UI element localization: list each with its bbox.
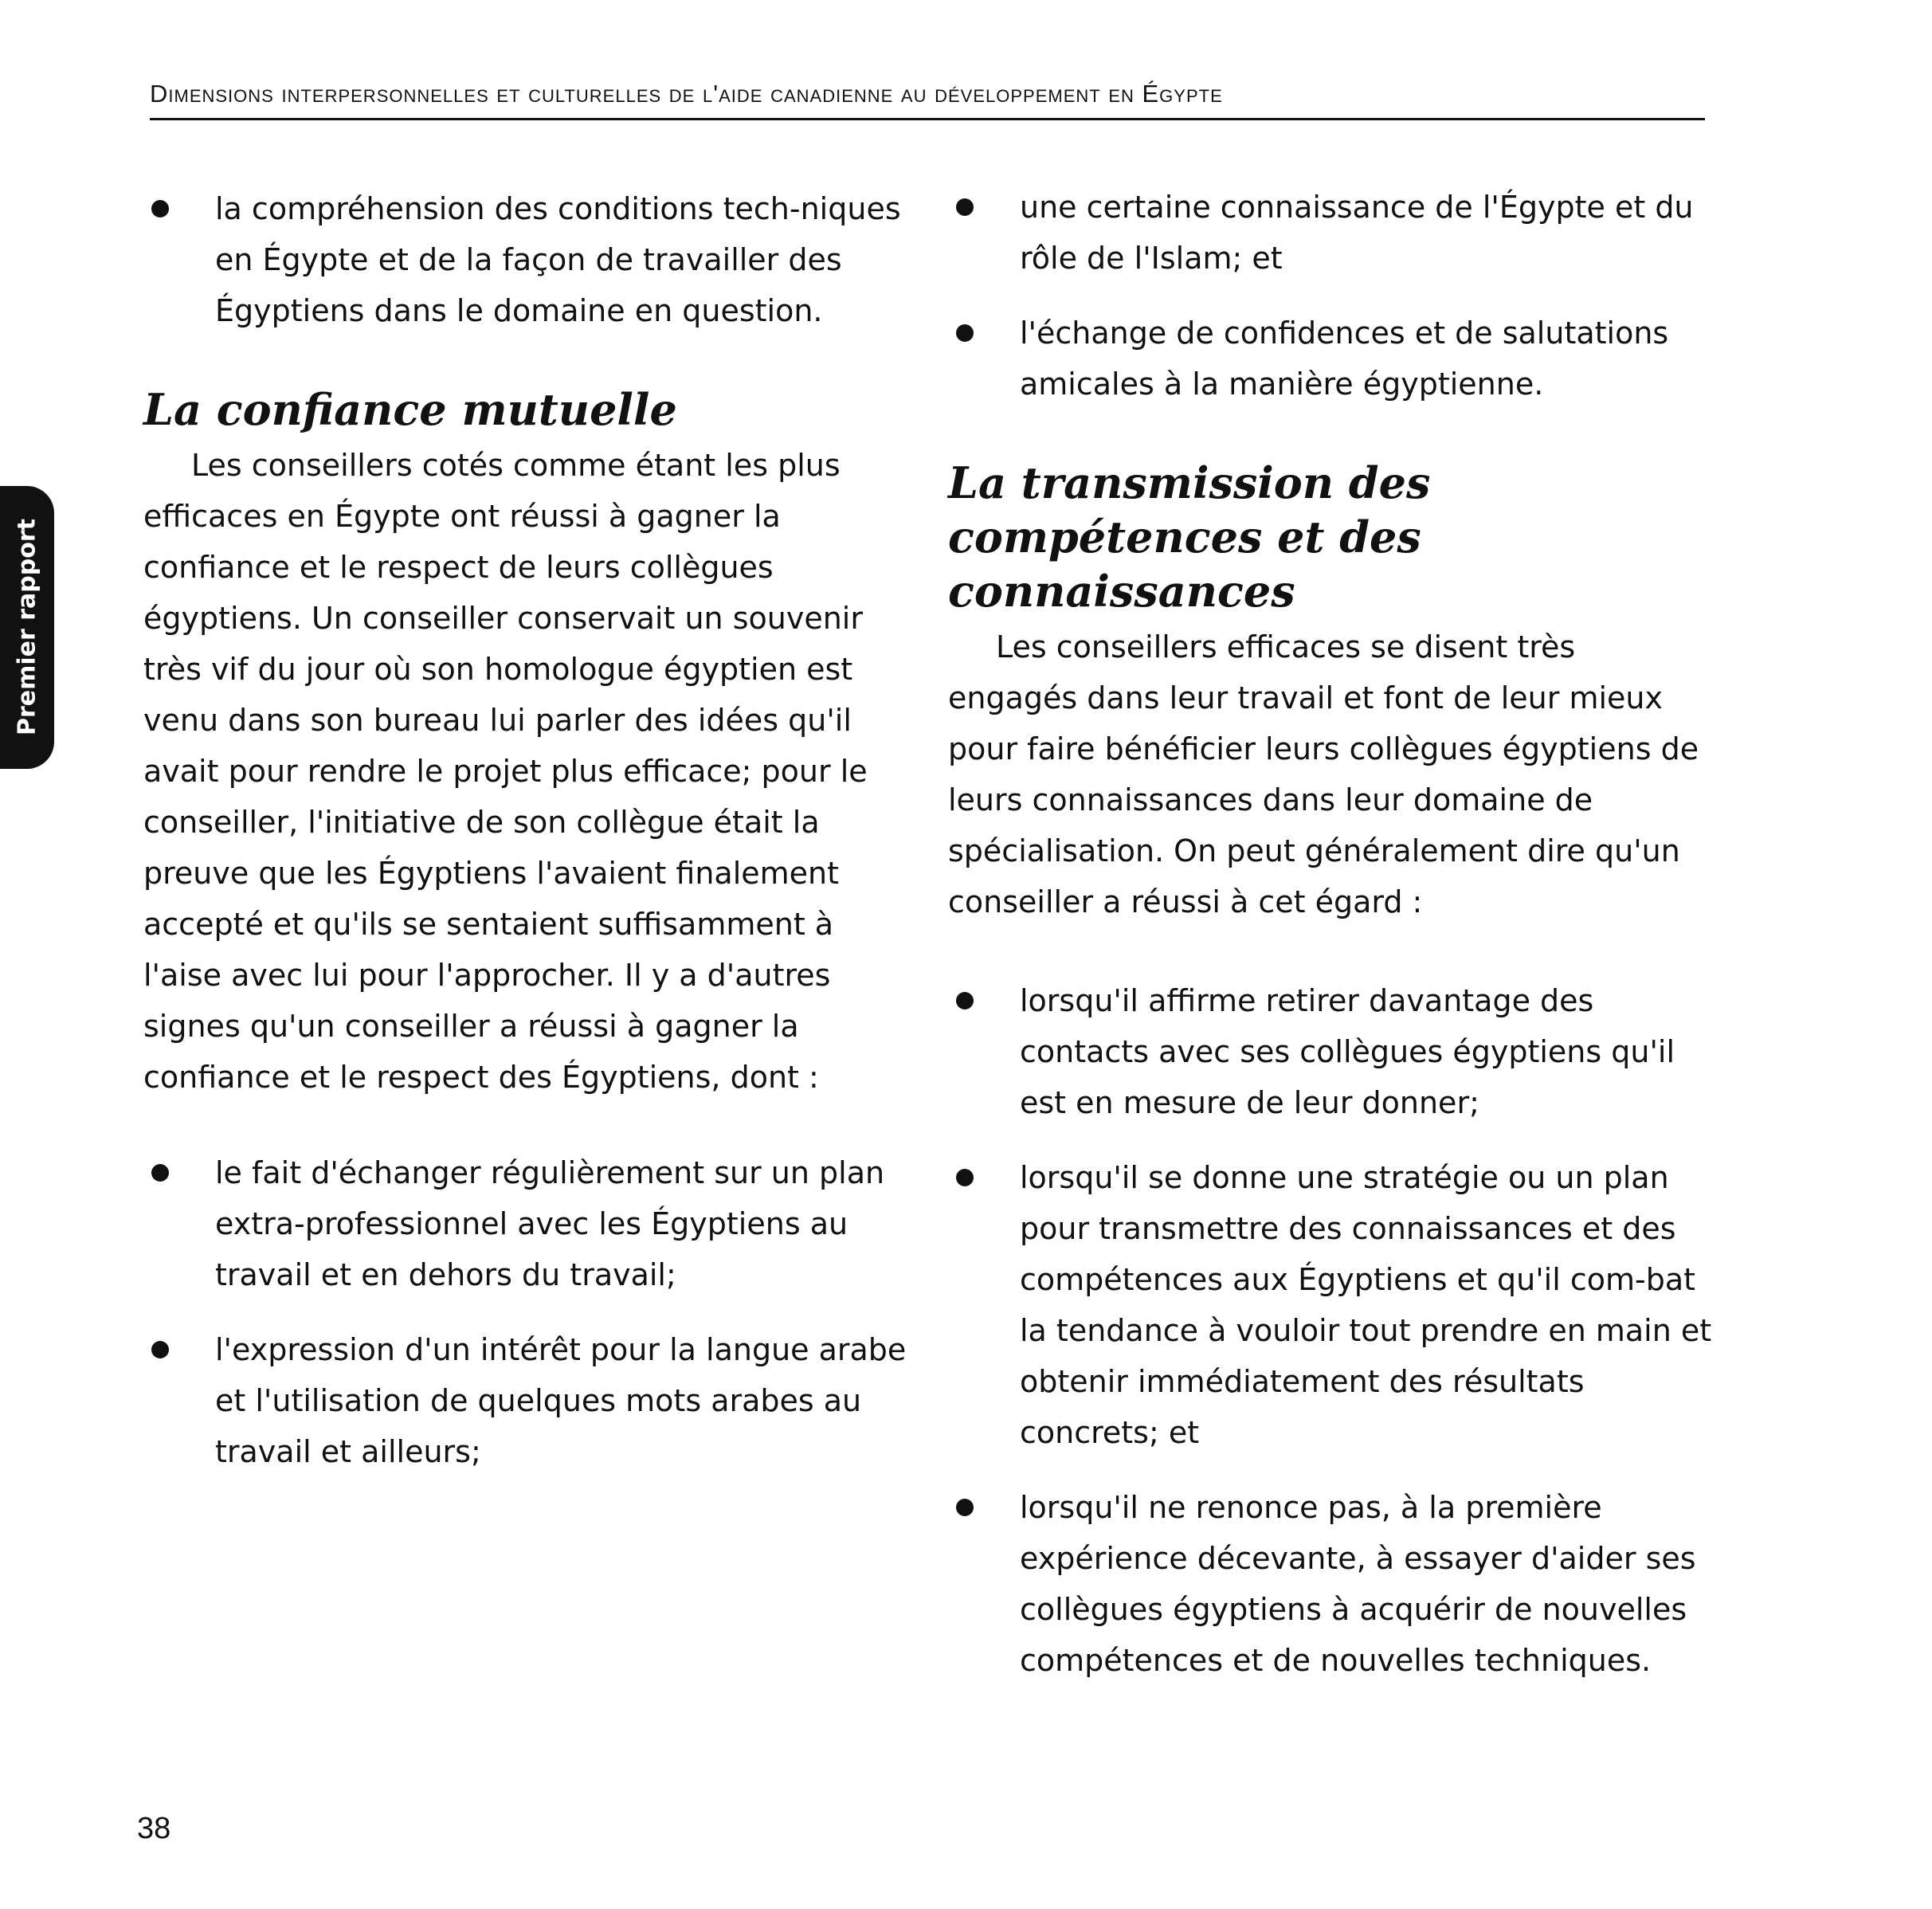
list-item: l'expression d'un intérêt pour la langue arabe et l'utilisation de quelques mots arabes au travail et ailleurs; bbox=[143, 1324, 908, 1477]
section-title-line-2: compétences et des connaissances bbox=[948, 512, 1421, 617]
side-tab bbox=[0, 486, 54, 769]
bullet-icon bbox=[956, 1499, 974, 1516]
bullet-icon bbox=[151, 1164, 169, 1182]
bullet-icon bbox=[151, 200, 169, 218]
list-item: lorsqu'il affirme retirer davantage des contacts avec ses collègues égyptiens qu'il est en mesure de leur donner; bbox=[948, 975, 1713, 1128]
header-rule bbox=[150, 118, 1705, 120]
side-tab-label: Premier rapport bbox=[13, 519, 41, 735]
section-title-line-1: La transmission des bbox=[948, 457, 1431, 508]
list-item: lorsqu'il ne renonce pas, à la première expérience décevante, à essayer d'aider ses collègues égyptiens à acquérir de nouvelles compétences et de nouvelles techniques. bbox=[948, 1482, 1713, 1686]
left-intro-bullets bbox=[143, 183, 908, 336]
list-item: le fait d'échanger régulièrement sur un plan extra-professionnel avec les Égyptiens au travail et en dehors du travail; bbox=[143, 1147, 908, 1300]
list-item: l'échange de confidences et de salutations amicales à la manière égyptienne. bbox=[948, 308, 1713, 410]
bullet-icon bbox=[956, 198, 974, 216]
running-header: Dimensions interpersonnelles et culturelles de l'aide canadienne au développement en Égypte bbox=[150, 80, 1223, 108]
right-bullets bbox=[948, 975, 1713, 1686]
bullet-icon bbox=[956, 1169, 974, 1186]
right-column bbox=[948, 182, 1713, 1686]
paragraph-transmission: Les conseillers efficaces se disent très engagés dans leur travail et font de leur mieux pour faire bénéficier leurs collègues égyptiens de leurs connaissances dans leur domaine de spécialisation. On peut généralement dire qu'un conseiller a réussi à cet égard : bbox=[948, 629, 1699, 919]
bullet-icon bbox=[151, 1341, 169, 1358]
right-intro-bullets bbox=[948, 182, 1713, 410]
page-number: 38 bbox=[137, 1812, 171, 1845]
section-title-confiance: La confiance mutuelle bbox=[143, 384, 677, 435]
list-item: la compréhension des conditions tech-niques en Égypte et de la façon de travailler des Égyptiens dans le domaine en question. bbox=[143, 183, 908, 336]
bullet-icon bbox=[956, 324, 974, 342]
bullet-icon bbox=[956, 992, 974, 1009]
paragraph-confiance: Les conseillers cotés comme étant les plus efficaces en Égypte ont réussi à gagner la confiance et le respect de leurs collègues égyptiens. Un conseiller conservait un souvenir très vif du jour où son homologue égyptien est venu dans son bureau lui parler des idées qu'il avait pour rendre le projet plus efficace; pour le conseiller, l'initiative de son collègue était la preuve que les Égyptiens l'avaient finalement accepté et qu'ils se sentaient suffisamment à l'aise avec lui pour l'approcher. Il y a d'autres signes qu'un conseiller a réussi à gagner la confiance et le respect des Égyptiens, dont : bbox=[143, 448, 868, 1095]
left-bullets bbox=[143, 1147, 908, 1477]
list-item: lorsqu'il se donne une stratégie ou un plan pour transmettre des connaissances et des compétences aux Égyptiens et qu'il com-bat la tendance à vouloir tout prendre en main et obtenir immédiatement des résultats concrets; et bbox=[948, 1152, 1713, 1458]
section-title-transmission bbox=[948, 456, 1713, 618]
left-column bbox=[143, 183, 908, 1477]
list-item: une certaine connaissance de l'Égypte et du rôle de l'Islam; et bbox=[948, 182, 1713, 284]
